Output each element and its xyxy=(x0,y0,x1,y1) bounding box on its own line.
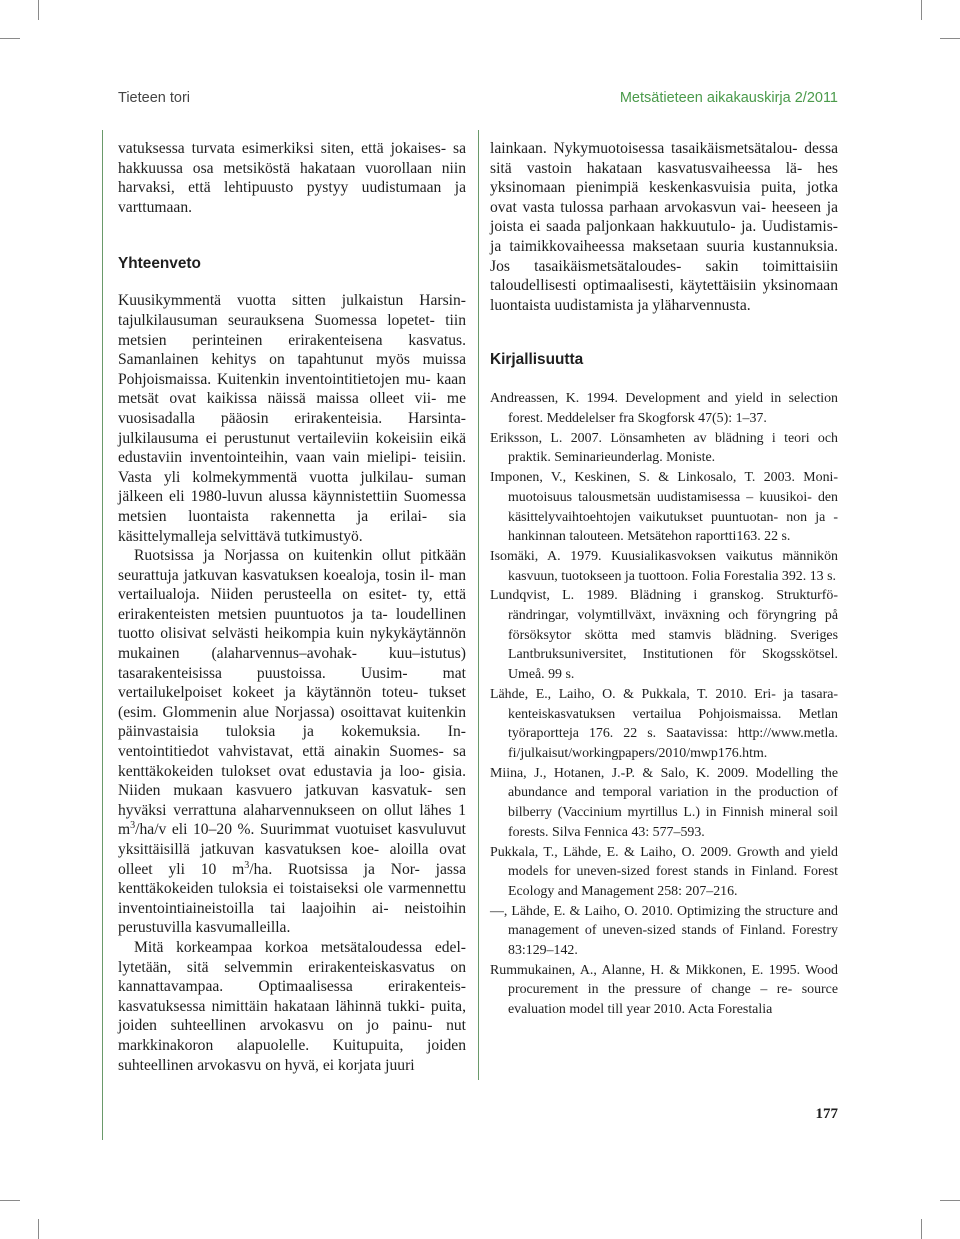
paragraph-text: Ruotsissa ja Norjassa on kuitenkin ollut pitkään seurattuja jatkuvan kasvatuksen koealoja, tosin il- man vertailualoja. Niiden perusteella on esitet- ty, että erirakenteisten metsien puuntuotos ja ta- loudellinen tuotto olisivat selvästi heikompia kuin nykykäytännön mukainen (alaharvennus–avohak- kuu–istutus) tasarakenteisissa puustoissa. Uusim- mat vertailukelpoiset kokeet ja käytännön toteu- tukset (esim. Glommenin alue Norjassa) osoittavat kuitenkin päinvastaisia tuloksia ja kokemuksia. In- ventointitiedot vahvistavat, että ainakin Suomes- sa kenttäkokeiden tulokset ovat edustavia ja loo- gisia. Niiden mukaan kasvuero jatkuvan kasvatuk- sen hyväksi verrattuna alaharvennukseen on ollut lähes 1 m xyxy=(118,547,466,839)
reference-item: Lähde, E., Laiho, O. & Pukkala, T. 2010. Eri- ja tasara- kenteiskasvatuksen vertailua Pohjoismaissa. Metlan työraportteja 176. 22 s. Saatavissa: http://www.metla. fi/julkaisut/workingpapers/2010/mwp176.htm. xyxy=(490,686,838,761)
crop-mark xyxy=(38,0,39,20)
superscript: 3 xyxy=(130,820,136,832)
section-heading-summary: Yhteenveto xyxy=(118,255,201,273)
paragraph: lainkaan. Nykymuotoisessa tasaikäismetsätalou- dessa sitä vastoin hakataan kasvatusvaiheessa lä- hes yksinomaan pienimpiä keskenkasvuisia puita, jotka ovat vasta tulossa parhaan arvokasvun vai- heeseen ja joista ei saada paljonkaan hakkuutulo- ja. Uudistamis- ja taimikkovaiheessa maksetaan suuria kustannuksia. Jos tasaikäismetsätaloudes- sakin toimittaisiin taloudellisesti optimaalisesti, käytettäisiin yksinomaan luontaista uudistamista ja yläharvennusta. xyxy=(490,140,838,314)
reference-item: Pukkala, T., Lähde, E. & Laiho, O. 2009. Growth and yield models for uneven-sized forest stands in Finland. Forest Ecology and Management 258: 207–216. xyxy=(490,844,838,899)
reference-item: Lundqvist, L. 1989. Blädning i granskog. Strukturfö- rändringar, volymtillväxt, inväxning och föryngring på försöksytor skötta med stamvis blädning. Sveriges Lantbruksuniversitet, Institutionen för Skogsskötsel. Umeå. 99 s. xyxy=(490,588,838,683)
crop-mark xyxy=(940,1200,960,1201)
paragraph: vatuksessa turvata esimerkiksi siten, että jokaises- sa hakkuussa osa metsiköstä hakataan vuorollaan niin harvaksi, että lehtipuusto pystyy uudistumaan ja varttumaan. xyxy=(118,140,466,216)
column-rule-middle xyxy=(478,130,479,1080)
superscript: 3 xyxy=(244,859,250,871)
running-header-journal: Metsätieteen aikakauskirja 2/2011 xyxy=(619,90,838,106)
reference-item: Isomäki, A. 1979. Kuusialikasvoksen vaikutus männikön kasvuun, tuotokseen ja tuottoon. Folia Forestalia 392. 13 s. xyxy=(490,548,838,584)
crop-mark xyxy=(921,0,922,20)
reference-item: Eriksson, L. 2007. Lönsamheten av blädning i teori och praktik. Seminarieunderlag. Moniste. xyxy=(490,430,838,466)
crop-mark xyxy=(0,1200,20,1201)
paragraph: Mitä korkeampaa korkoa metsätaloudessa edel- lytetään, sitä selvemmin erirakenteiskasvatus on kannattavampaa. Optimaalisessa erirakenteis- kasvatuksessa nimittäin hakataan lähinnä tukki- puita, joiden suhteellinen arvokasvu on jo painu- nut markkinakoron alapuolelle. Kuitupuita, joiden suhteellinen arvokasvu on hyvä, ei korjata juuri xyxy=(118,938,466,1074)
page-number: 177 xyxy=(815,1106,838,1122)
section-heading-references: Kirjallisuutta xyxy=(490,351,584,369)
reference-item: Imponen, V., Keskinen, S. & Linkosalo, T. 2003. Moni- muotoisuus talousmetsän uudistamisessa – kuusikoi- den käsittelyvaihtoehtojen vaikutukset puuntuotan- non ja -hankinnan talouteen. Metsätehon raportti163. 22 s. xyxy=(490,470,838,545)
crop-mark xyxy=(921,1219,922,1239)
reference-item: Rummukainen, A., Alanne, H. & Mikkonen, E. 1995. Wood procurement in the pressure of change – re- source evaluation model till year 2010. Acta Forestalia xyxy=(490,962,838,1018)
paragraph xyxy=(118,546,466,938)
right-column xyxy=(490,139,838,1020)
left-column xyxy=(118,139,466,1075)
paragraph-text: /ha. Ruotsissa ja Nor- jassa kenttäkokeiden tuloksia ei toistaiseksi ole varmennettu inventointiaineistoilla tai laajoihin ai- neistoihin perustuvilla kasvumalleilla. xyxy=(118,860,466,937)
reference-item: Andreassen, K. 1994. Development and yield in selection forest. Meddelelser fra Skogforsk 47(5): 1–37. xyxy=(490,391,838,427)
running-header-section: Tieteen tori xyxy=(118,90,190,106)
crop-mark xyxy=(0,38,20,39)
paragraph-text: /ha/v eli 10–20 %. Suurimmat vuotuiset kasvuluvut yksittäisillä jatkuvan kasvatuksen koe- aloilla ovat olleet yli 10 m xyxy=(118,821,466,878)
column-rule-left xyxy=(102,130,103,1140)
paragraph: Kuusikymmentä vuotta sitten julkaistun Harsin- tajulkilausuman seurauksena Suomessa lopetet- tiin metsien perinteinen erirakenteisena kasvatus. Samanlainen kehitys on tapahtunut myös muissa Pohjoismaissa. Kuitenkin inventointitietojen mu- kaan metsät ovat kaikissa näissä maissa olleet vii- me vuosisadalla pääosin erirakenteisia. Harsinta- julkilausuma ei perustunut vertaileviin kokeisiin eikä edustaviin inventointeihin, vaan vain mielipi- teisiin. Vasta yli kolmekymmentä vuotta julkilau- suman jälkeen eli 1980-luvun alussa käynnistettiin Suomessa metsien luontaista rakennetta ja erilai- sia käsittelymalleja selvittävä tutkimustyö. xyxy=(118,292,466,545)
reference-item: Miina, J., Hotanen, J.-P. & Salo, K. 2009. Modelling the abundance and temporal variation in the production of bilberry (Vaccinium myrtillus L.) in Finnish mineral soil forests. Silva Fennica 43: 577–593. xyxy=(490,765,838,840)
crop-mark xyxy=(38,1219,39,1239)
crop-mark xyxy=(940,38,960,39)
reference-item: —, Lähde, E. & Laiho, O. 2010. Optimizing the structure and management of uneven-sized stands of Finland. Forestry 83:129–142. xyxy=(490,903,838,959)
reference-list xyxy=(490,389,838,1020)
